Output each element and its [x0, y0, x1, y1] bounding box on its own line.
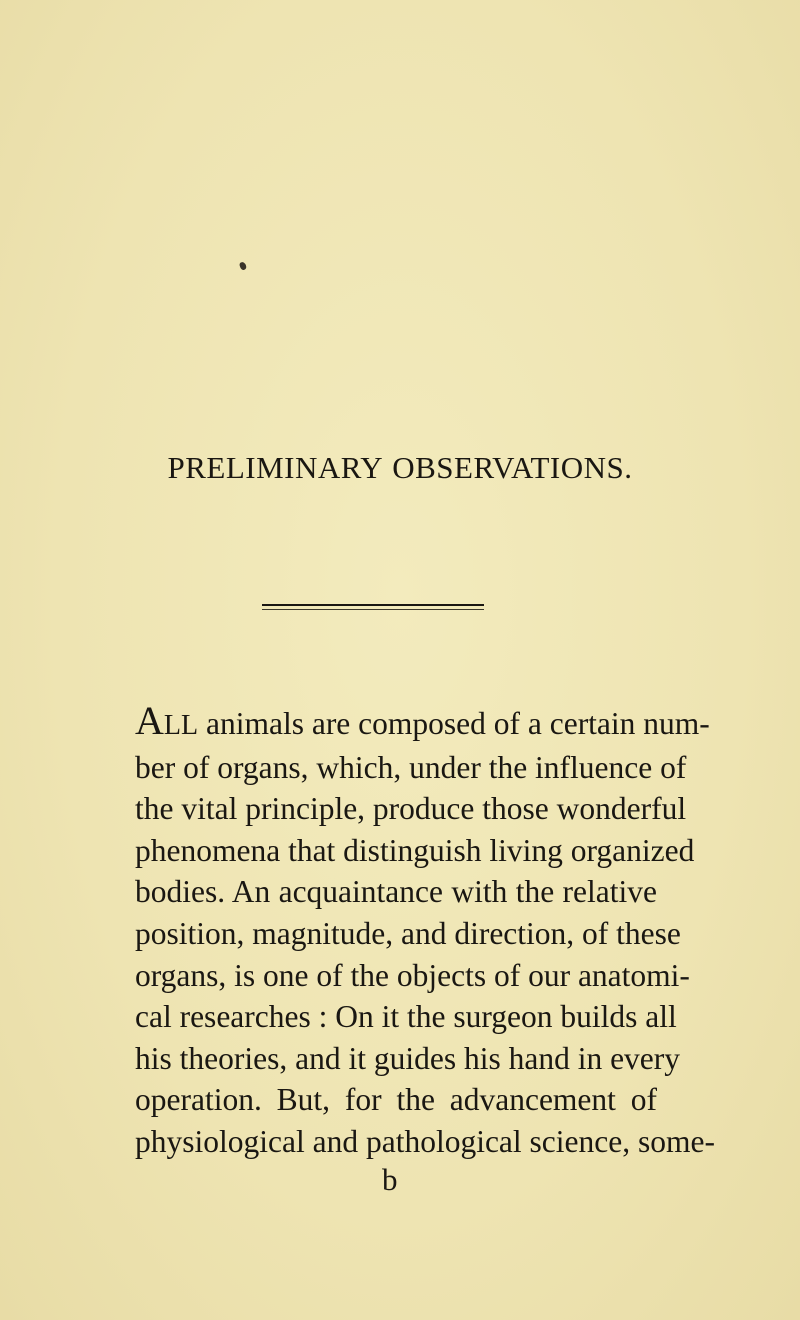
text-line-6: position, magnitude, and direction, of these	[135, 915, 681, 951]
text-line-8: cal researches : On it the surgeon builds all	[135, 999, 677, 1035]
text-line-4: phenomena that distinguish living organized	[135, 832, 695, 868]
text-line-2: ber of organs, which, under the influence of	[135, 749, 687, 785]
chapter-title: PRELIMINARY OBSERVATIONS.	[167, 450, 633, 485]
text-line-3: the vital principle, produce those wonderful	[135, 791, 687, 827]
title-rule-thin	[262, 609, 484, 610]
text-line-1	[135, 698, 710, 747]
text-line-10: operation. But, for the advancement of	[135, 1082, 657, 1118]
text-line-1-content: animals are composed of a certain num-	[198, 706, 710, 741]
title-rule-thick	[262, 604, 484, 606]
ink-speck	[239, 261, 247, 271]
text-line-9: his theories, and it guides his hand in every	[135, 1040, 681, 1076]
text-line-7: organs, is one of the objects of our anatomi-	[135, 957, 690, 993]
drop-capital: A	[135, 698, 164, 743]
signature-mark: b	[382, 1162, 398, 1197]
text-line-11: physiological and pathological science, some-	[135, 1123, 715, 1159]
small-caps-word: LL	[163, 710, 199, 741]
body-paragraph	[135, 698, 715, 1163]
text-line-5: bodies. An acquaintance with the relative	[135, 874, 657, 910]
